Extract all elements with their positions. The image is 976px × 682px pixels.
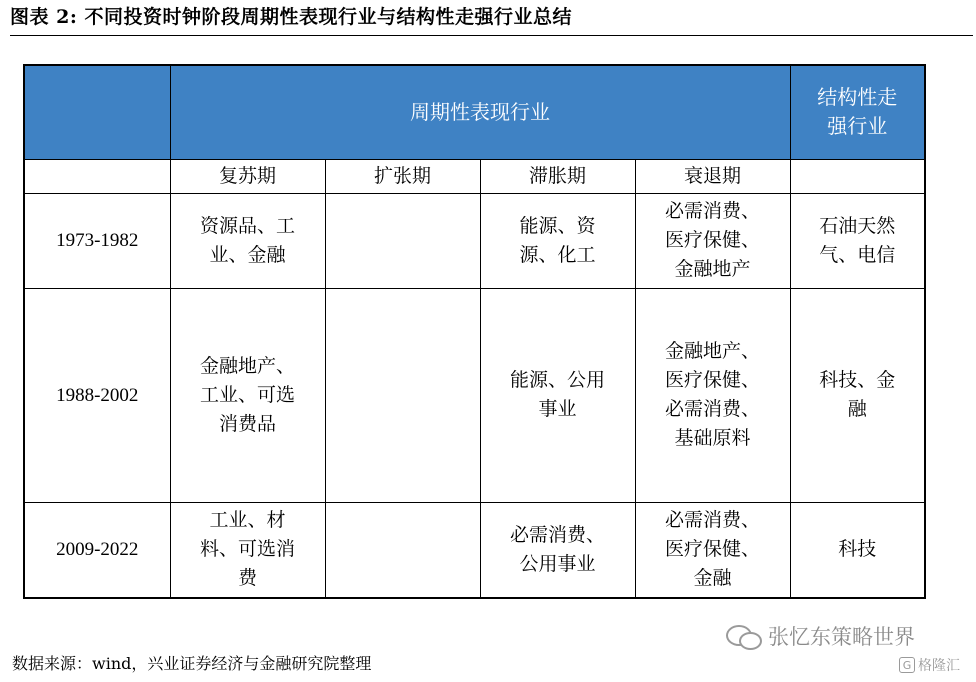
recession-cell: 必需消费、 医疗保健、 金融	[635, 502, 790, 598]
recession-cell: 金融地产、 医疗保健、 必需消费、 基础原料	[635, 288, 790, 502]
stagflation-cell: 能源、公用 事业	[480, 288, 635, 502]
phase-expansion: 扩张期	[325, 159, 480, 193]
expansion-cell	[325, 502, 480, 598]
watermark	[726, 621, 915, 651]
recovery-cell: 金融地产、 工业、可选 消费品	[170, 288, 325, 502]
structural-cell: 科技	[790, 502, 925, 598]
phase-stagflation: 滞胀期	[480, 159, 635, 193]
watermark-text: 张忆东策略世界	[768, 625, 915, 649]
phase-recession: 衰退期	[635, 159, 790, 193]
phase-recovery: 复苏期	[170, 159, 325, 193]
recovery-cell: 资源品、工 业、金融	[170, 193, 325, 288]
phase-structural-cell	[790, 159, 925, 193]
expansion-cell	[325, 288, 480, 502]
wechat-icon	[726, 623, 762, 649]
figure-title: 图表 2: 不同投资时钟阶段周期性表现行业与结构性走强行业总结	[10, 6, 572, 28]
period-cell: 1988-2002	[24, 288, 170, 502]
brand-text: 格隆汇	[918, 658, 960, 674]
header-corner-cell	[24, 65, 170, 159]
source-note: 数据来源：wind，兴业证券经济与金融研究院整理	[12, 654, 372, 673]
recovery-cell: 工业、材 料、可选消 费	[170, 502, 325, 598]
title-divider	[10, 35, 973, 36]
recession-cell: 必需消费、 医疗保健、 金融地产	[635, 193, 790, 288]
header-cyclical: 周期性表现行业	[170, 65, 790, 159]
structural-cell: 石油天然 气、电信	[790, 193, 925, 288]
period-cell: 1973-1982	[24, 193, 170, 288]
stagflation-cell: 能源、资 源、化工	[480, 193, 635, 288]
period-cell: 2009-2022	[24, 502, 170, 598]
expansion-cell	[325, 193, 480, 288]
phase-corner-cell	[24, 159, 170, 193]
phase-row	[24, 159, 925, 193]
structural-cell: 科技、金 融	[790, 288, 925, 502]
gelonghui-icon: G	[899, 657, 915, 673]
table-row	[24, 288, 925, 502]
summary-table	[23, 64, 926, 599]
brand-logo	[899, 655, 960, 675]
table-row	[24, 502, 925, 598]
table-row	[24, 193, 925, 288]
stagflation-cell: 必需消费、 公用事业	[480, 502, 635, 598]
header-structural: 结构性走 强行业	[790, 65, 925, 159]
header-row	[24, 65, 925, 159]
